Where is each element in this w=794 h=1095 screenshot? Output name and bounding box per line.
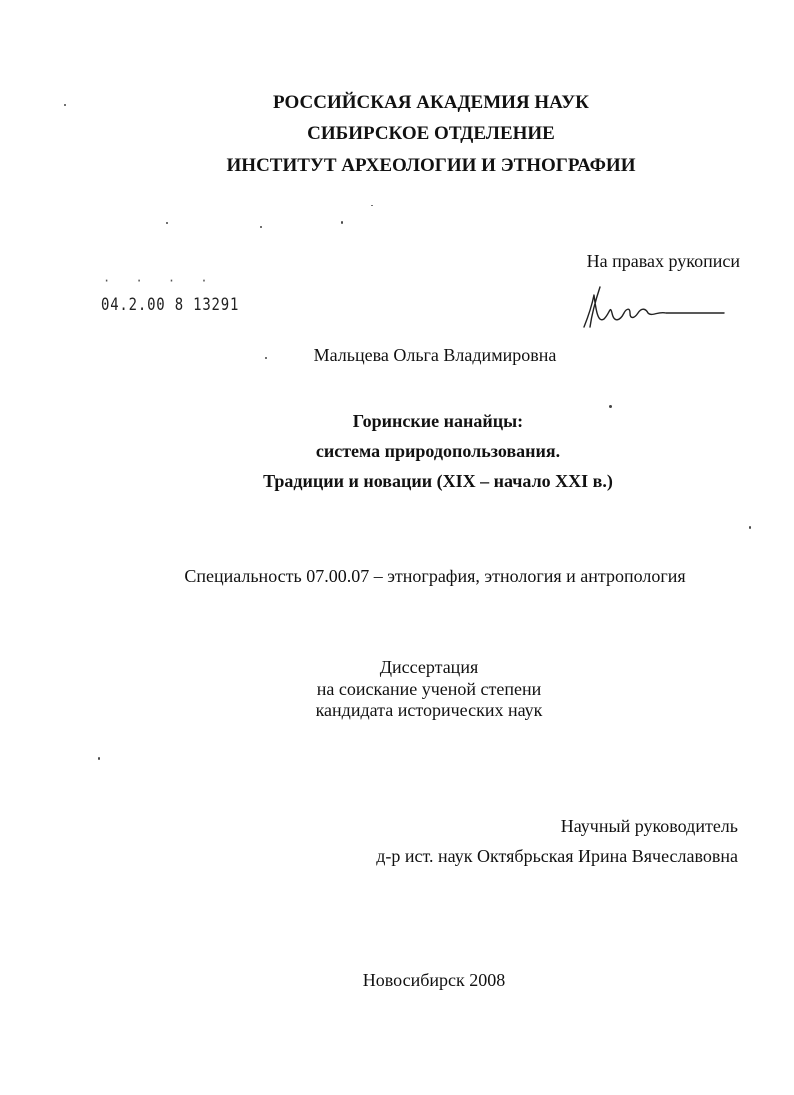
specialty: Специальность 07.00.07 – этнография, этнология и антропология [184,566,686,586]
scan-speck [371,205,373,206]
advisor-role: Научный руководитель [560,816,738,836]
institution-line-1: РОССИЙСКАЯ АКАДЕМИЯ НАУК [273,92,589,113]
scan-speck [166,222,168,224]
institution-line-3: ИНСТИТУТ АРХЕОЛОГИИ И ЭТНОГРАФИИ [226,155,636,176]
signature-image [576,283,726,331]
dissertation-line-3: кандидата исторических наук [315,700,543,720]
manuscript-note: На правах рукописи [586,251,740,271]
dissertation-line-2: на соискание ученой степени [316,679,542,699]
scan-speck [749,526,751,529]
scan-speck [341,221,343,224]
title-line-1: Горинские нанайцы: [352,411,524,431]
author-name: Мальцева Ольга Владимировна [313,345,557,365]
title-line-3: Традиции и новации (XIX – начало XXI в.) [263,471,613,491]
scan-speck [98,757,100,760]
scan-speck [265,357,267,359]
scan-speck [609,405,612,408]
institution-line-2: СИБИРСКОЕ ОТДЕЛЕНИЕ [307,123,555,144]
advisor-name: д-р ист. наук Октябрьская Ирина Вячеславовна [376,846,738,866]
library-stamp: 04.2.00 8 13291 [101,295,240,315]
scan-speck [260,226,262,228]
scan-speck [64,104,66,106]
title-line-2: система природопользования. [315,441,561,461]
dissertation-line-1: Диссертация [379,657,479,677]
stamp-marks: · · · · [103,274,217,288]
city-year: Новосибирск 2008 [362,970,506,990]
